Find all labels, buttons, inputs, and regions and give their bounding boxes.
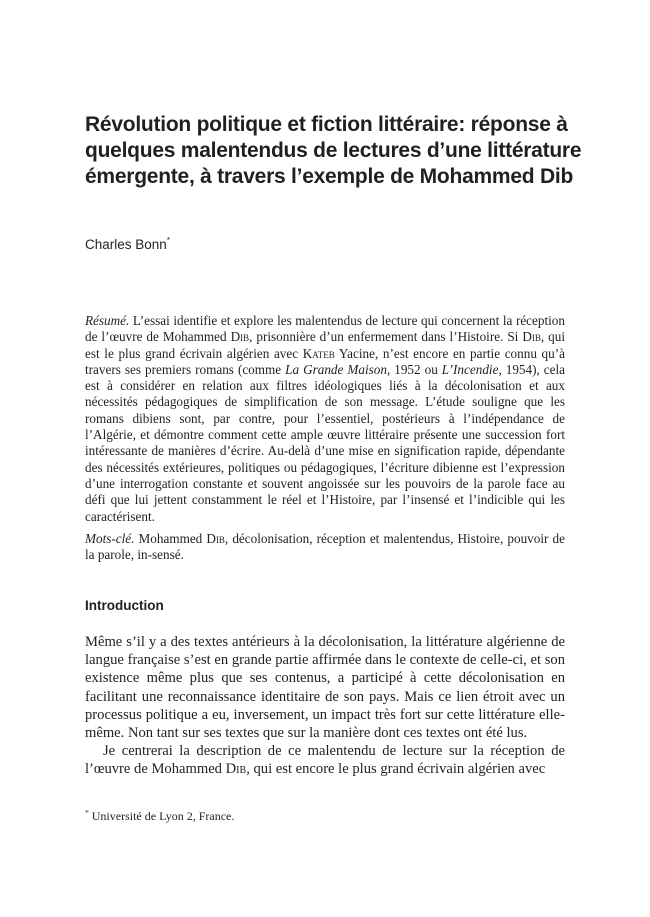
- abstract-text: , 1952 ou: [386, 361, 442, 377]
- abstract-text: , 1954), cela est à considérer en relation aux filtres idéologiques liés à la décolonisation et aux nécessités pédagogiques de simplification de son message. L’étude souligne que les romans dibiens sont, par contre, pour l’essentiel, postérieurs à l’indépendance de l’Algérie, et démontre comment cette ample œuvre littéraire présente une succession fort intéressante de manières d’écrire. Au-delà d’une mise en signification rapide, dépendante des nécessités extérieures, politiques ou pédagogiques, l’écriture dibienne est l’expression d’une interrogation constante et souvent angoissée sur les pouvoirs de la parole face au défi que lui jettent constamment le réel et l’Histoire, par l’insensé et l’indicible qui les caractérisent.: [85, 361, 566, 524]
- abstract-text: L’essai identifie et explore les malentendus de lecture qui concernent la réception de l’œuvre de Mohammed: [85, 313, 565, 345]
- author-name-kateb: Kateb: [302, 345, 335, 361]
- body-paragraph: [85, 742, 565, 778]
- abstract-paragraph: [85, 313, 565, 525]
- abstract-text: Yacine, n’est encore en partie connu qu’à travers ses premiers romans (comme: [85, 345, 565, 377]
- abstract-label: Résumé.: [85, 313, 130, 328]
- introduction-body: [85, 633, 565, 779]
- keywords-label: Mots-clé.: [85, 531, 135, 546]
- abstract-text: , prisonnière d’un enfermement dans l’Histoire. Si: [249, 329, 523, 345]
- body-text: Je centrerai la description de ce malentendu de lecture sur la réception de l’œuvre de Mohammed: [85, 743, 565, 778]
- author-name-dib: Dib: [206, 531, 225, 546]
- body-paragraph: Même s’il y a des textes antérieurs à la décolonisation, la littérature algérienne de langue française s’est en grande partie affirmée dans le contexte de celle-ci, et son existence même plus que ses contenus, a participé à cette décolonisation en facilitant une reconnaissance identitaire de son pays. Mais ce lien étroit avec un processus politique a eu, inversement, un impact très fort sur cette littérature elle-même. Non tant sur ses textes que sur la manière dont ces textes ont été lus.: [85, 634, 565, 742]
- author-name-dib: Dib: [230, 329, 250, 345]
- article-title: Révolution politique et fiction littéraire: réponse à quelques malentendus de lectures d’une littérature émergente, à travers l’exemple de Mohammed Dib: [85, 113, 582, 188]
- footnote: [85, 808, 234, 824]
- abstract: [85, 313, 565, 525]
- body-text: , qui est encore le plus grand écrivain algérien avec: [246, 761, 546, 778]
- author-footnote-marker: *: [166, 236, 170, 245]
- author-name: Charles Bonn: [85, 237, 167, 252]
- book-title: La Grande Maison: [285, 361, 387, 377]
- abstract-text: , qui est le plus grand écrivain algérien avec: [85, 329, 565, 361]
- footnote-text: Université de Lyon 2, France.: [88, 809, 235, 823]
- footnote-marker: *: [85, 808, 89, 817]
- section-heading: Introduction: [85, 598, 164, 613]
- book-title: L’Incendie: [441, 361, 499, 377]
- author-line: [85, 236, 170, 252]
- keywords-text: Mohammed: [134, 531, 207, 546]
- keywords: [85, 531, 565, 564]
- author-name-dib: Dib: [225, 761, 247, 778]
- keywords-text: , décolonisation, réception et malentendus, Histoire, pouvoir de la parole, in-sensé.: [85, 531, 565, 563]
- author-name-dib: Dib: [522, 329, 541, 345]
